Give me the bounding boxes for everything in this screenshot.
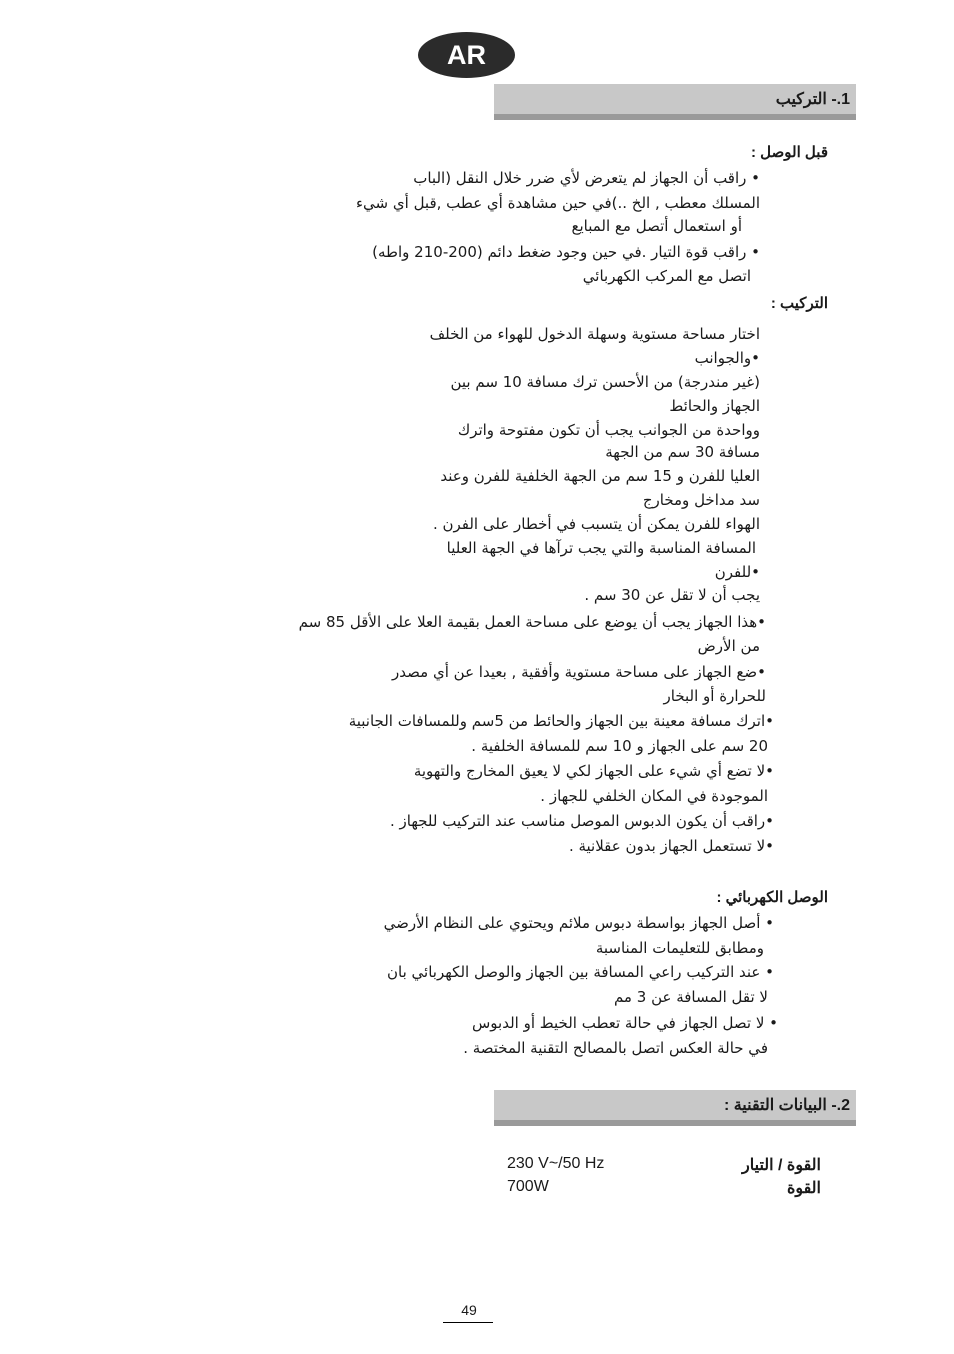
section-2-title: 2.- البيانات التقنية : xyxy=(723,1097,850,1114)
text-line: 20 سم على الجهاز و 10 سم للمسافة الخلفية . xyxy=(471,737,768,755)
text-line: المسافة المناسبة والتي يجب ترآها في الجهة العليا xyxy=(446,539,756,557)
section-1-title: 1.- التركيب xyxy=(775,91,850,108)
text-line: وواحدة من الجوانب يجب أن تكون مفتوحة واترك xyxy=(457,421,760,439)
section-2-header-bar xyxy=(494,1090,856,1126)
text-line: • راقب أن الجهاز لم يتعرض لأي ضرر خلال النقل (الباب xyxy=(413,169,760,187)
text-line: (غير مندرجة) من الأحسن ترك مسافة 10 سم بين xyxy=(450,373,760,391)
text-line: الموجودة في المكان الخلفي للجهاز . xyxy=(540,787,768,805)
text-line: • لا تصل الجهاز في حالة تعطب الخيط أو الدبوس xyxy=(471,1014,778,1032)
language-badge: AR xyxy=(418,32,515,78)
text-line: •ضع الجهاز على مساحة مستوية وأفقية , بعيدا عن أي مصدر xyxy=(392,663,766,681)
text-line: في حالة العكس اتصل بالمصالح التقنية المختصة . xyxy=(463,1039,768,1057)
text-line: الهواء للفرن يمكن أن يتسبب في أخطار على الفرن . xyxy=(432,515,760,533)
text-line: اختار مساحة مستوية وسهلة الدخول للهواء من الخلف xyxy=(429,325,760,343)
text-line: أو استعمال أتصل مع المبايع xyxy=(571,217,742,235)
spec-value-power: 700W xyxy=(507,1178,549,1195)
section-1-header-bar xyxy=(494,84,856,120)
before-connect-heading: قبل الوصل : xyxy=(751,144,828,161)
text-line: • أصل الجهاز بواسطة دبوس ملائم ويحتوي على النظام الأرضي xyxy=(383,914,774,932)
text-line: العليا للفرن و 15 سم من الجهة الخلفية للفرن وعند xyxy=(440,467,760,485)
installation-heading: التركيب : xyxy=(770,295,828,312)
text-line: يجب أن لا تقل عن 30 سم . xyxy=(584,586,760,604)
text-line: اتصل مع المركب الكهربائي xyxy=(582,267,751,285)
electrical-heading: الوصل الكهربائي : xyxy=(716,889,828,906)
text-line: مسافة 30 سم من الجهة xyxy=(605,443,760,461)
text-line: •هذا الجهاز يجب أن يوضع على مساحة العمل بقيمة العلا على الأقل 85 سم xyxy=(298,613,766,631)
text-line: سد مداخل ومخارج xyxy=(642,491,760,509)
text-line: •اترك مسافة معينة بين الجهاز والحائط من 5سم وللمسافات الجانبية xyxy=(348,712,774,730)
spec-value-power-current: 230 V~/50 Hz xyxy=(507,1155,605,1172)
text-line: •لا تستعمل الجهاز بدون عقلانية . xyxy=(568,837,774,855)
text-line: •للفرن xyxy=(714,563,760,581)
text-line: •والجوانب xyxy=(694,349,760,367)
text-line: ومطابق للتعليمات المناسبة xyxy=(595,939,764,957)
text-line: من الأرض xyxy=(697,637,760,655)
text-line: • عند التركيب راعي المسافة بين الجهاز والوصل الكهربائي بان xyxy=(387,963,774,981)
spec-label-power: القوة xyxy=(786,1180,821,1197)
text-line: • راقب قوة التيار .في حين وجود ضغط دائم (200-210 واطه) xyxy=(372,243,760,261)
text-line: •لا تضع أي شيء على الجهاز لكي لا يعيق المخارج والتهوية xyxy=(413,762,774,780)
text-line: المسلك معطب , الخ ..)في حين مشاهدة أي عطب ,قبل أي شيء xyxy=(356,194,760,212)
text-line: الجهاز والحائط xyxy=(669,397,760,415)
text-line: •راقب أن يكون الدبوس الموصل مناسب عند التركيب للجهاز . xyxy=(389,812,774,830)
page-number: 49 xyxy=(461,1302,477,1318)
spec-label-power-current: القوة / التيار xyxy=(742,1157,821,1174)
text-line: للحرارة أو البخار xyxy=(663,687,766,705)
page-number-underline xyxy=(443,1322,493,1323)
text-line: لا تقل المسافة عن 3 مم xyxy=(613,988,768,1006)
